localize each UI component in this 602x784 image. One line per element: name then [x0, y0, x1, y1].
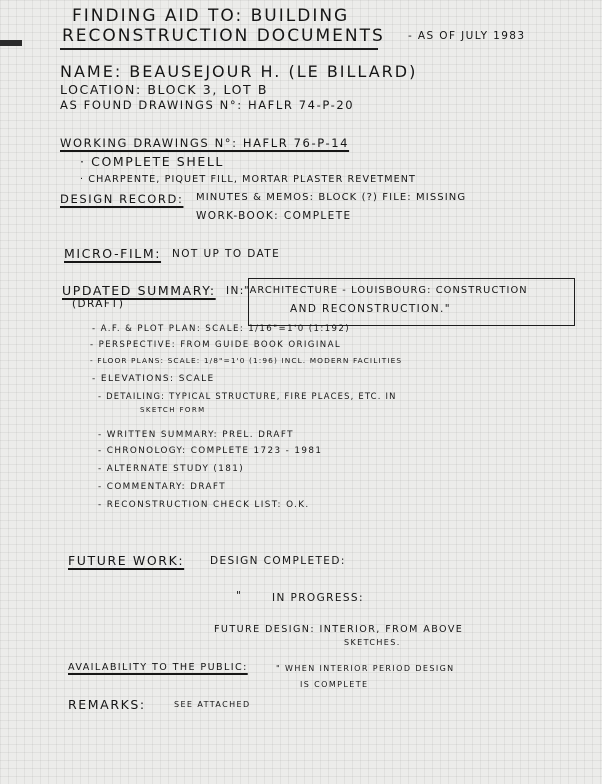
summary-item: SKETCH FORM	[140, 406, 206, 414]
heading-line1: FINDING AID TO: BUILDING	[72, 6, 350, 26]
future-work-in-progress: IN PROGRESS:	[272, 592, 364, 604]
future-work-design-completed: DESIGN COMPLETED:	[210, 555, 346, 567]
heading-line2: RECONSTRUCTION DOCUMENTS	[62, 26, 385, 46]
as-of-date: - AS OF JULY 1983	[408, 30, 526, 42]
summary-item: - ELEVATIONS: SCALE	[92, 374, 215, 384]
design-record-line2: WORK-BOOK: COMPLETE	[196, 210, 352, 222]
heading-underline	[60, 48, 378, 50]
working-drawings-item: · COMPLETE SHELL	[80, 154, 224, 169]
summary-item: - CHRONOLOGY: COMPLETE 1723 - 1981	[98, 446, 323, 456]
design-record-label: DESIGN RECORD:	[60, 192, 184, 206]
updated-summary-in: IN:	[226, 285, 245, 297]
summary-item: - A.F. & PLOT PLAN: SCALE: 1/16"=1'0 (1:192)	[92, 324, 350, 334]
publication-title-line2: AND RECONSTRUCTION."	[290, 303, 452, 315]
updated-summary-draft: (DRAFT)	[72, 298, 125, 310]
summary-item: - WRITTEN SUMMARY: PREL. DRAFT	[98, 430, 294, 440]
working-drawings-label: WORKING DRAWINGS N°: HAFLR 76-P-14	[60, 136, 350, 150]
updated-summary-label: UPDATED SUMMARY:	[62, 283, 216, 298]
summary-item: - RECONSTRUCTION CHECK LIST: O.K.	[98, 500, 310, 510]
summary-item: - COMMENTARY: DRAFT	[98, 482, 227, 492]
availability-value-line2: IS COMPLETE	[300, 680, 369, 689]
hole-punch-mark	[0, 40, 22, 46]
working-drawings-item: · CHARPENTE, PIQUET FILL, MORTAR PLASTER REVETMENT	[80, 174, 417, 185]
as-found-drawings: AS FOUND DRAWINGS N°: HAFLR 74-P-20	[60, 98, 355, 112]
summary-item: - DETAILING: TYPICAL STRUCTURE, FIRE PLACES, ETC. IN	[98, 391, 397, 401]
publication-title-line1: "ARCHITECTURE - LOUISBOURG: CONSTRUCTION	[244, 285, 528, 296]
remarks-label: REMARKS:	[68, 697, 146, 712]
summary-item: - FLOOR PLANS: SCALE: 1/8"=1'0 (1:96) INCL. MODERN FACILITIES	[90, 356, 403, 365]
future-design: FUTURE DESIGN: INTERIOR, FROM ABOVE	[214, 624, 464, 635]
availability-label: AVAILABILITY TO THE PUBLIC:	[68, 662, 248, 673]
building-name: NAME: BEAUSEJOUR H. (LE BILLARD)	[60, 62, 418, 81]
future-work-ditto: "	[236, 590, 243, 602]
future-work-label: FUTURE WORK:	[68, 553, 185, 568]
design-record-line1: MINUTES & MEMOS: BLOCK (?) FILE: MISSING	[196, 192, 467, 203]
remarks-value: SEE ATTACHED	[174, 700, 251, 709]
summary-item: - ALTERNATE STUDY (181)	[98, 464, 245, 474]
summary-item: - PERSPECTIVE: FROM GUIDE BOOK ORIGINAL	[90, 340, 342, 350]
future-design-sketches: SKETCHES.	[344, 638, 401, 647]
micro-film-value: NOT UP TO DATE	[172, 248, 281, 260]
location: LOCATION: BLOCK 3, LOT B	[60, 82, 269, 97]
availability-value: " WHEN INTERIOR PERIOD DESIGN	[276, 664, 455, 673]
micro-film-label: MICRO-FILM:	[64, 246, 162, 261]
